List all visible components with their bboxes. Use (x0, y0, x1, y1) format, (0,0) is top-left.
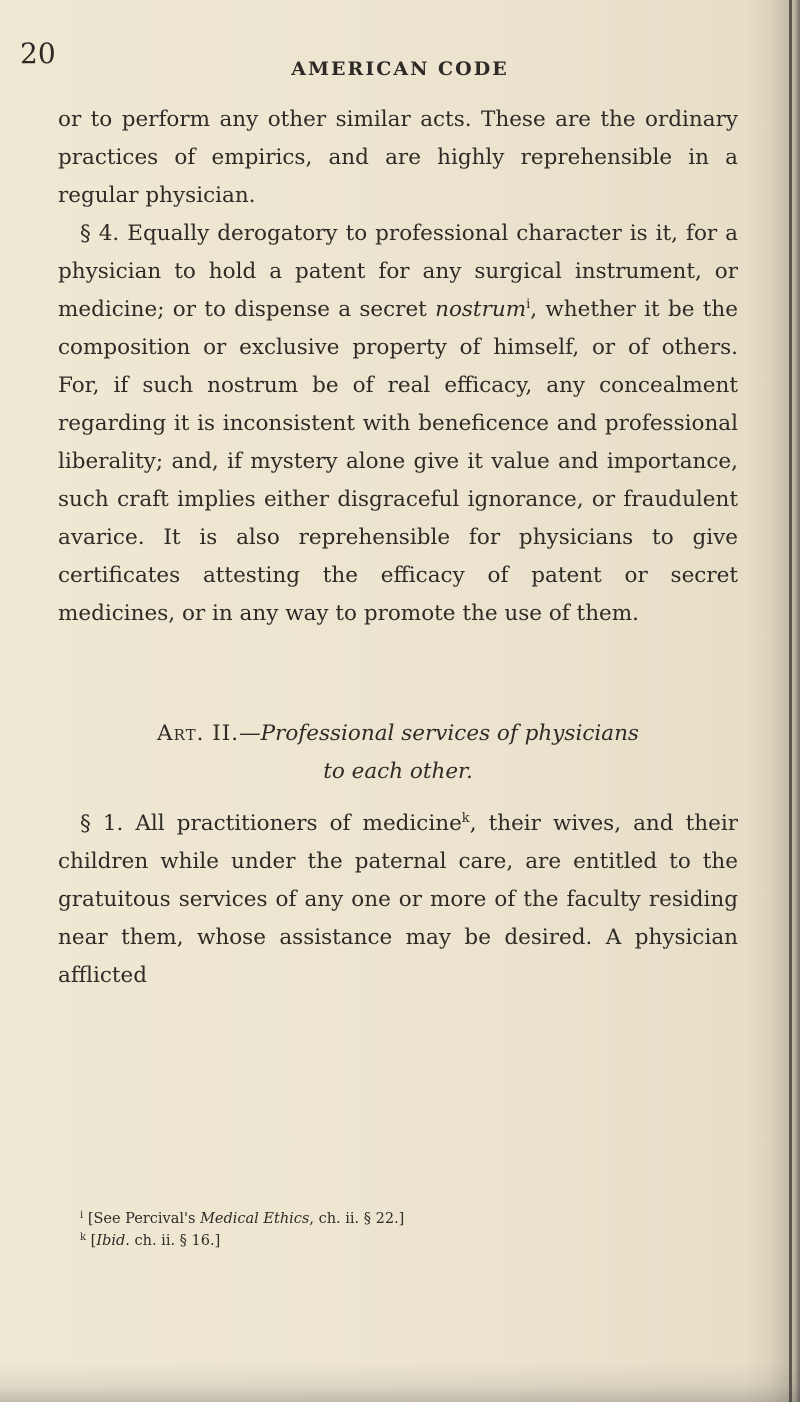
body-text (58, 101, 738, 995)
paragraph-section-1-lead: § 1. All practitioners of medicine (80, 811, 462, 836)
footnote-ref-i: i (526, 297, 531, 312)
page-bottom-shadow (0, 1362, 800, 1402)
paragraph-section-4-lead: § 4. Equally derogatory to professional character is it, for a physician to hold a patent for any surgical instrument, or medicine; or to dispense a secret (58, 221, 738, 322)
paragraph-section-4-tail: , whether it be the composition or exclusive property of himself, or of others. For, if such nostrum be of real efficacy, any concealment regarding it is inconsistent with beneficence and professional liberality; and, if mystery alone give it value and importance, such craft implies either disgraceful ignorance, or fraudulent avarice. It is also reprehensible for physicians to give certificates attesting the efficacy of patent or secret medicines, or in any way to promote the use of them. (58, 297, 738, 626)
nostrum-term: nostrum (435, 297, 527, 322)
article-heading (58, 715, 738, 791)
footnote-i (80, 1208, 720, 1230)
page-number: 20 (20, 37, 56, 70)
running-head: AMERICAN CODE (291, 58, 509, 80)
article-title-line-2: to each other. (323, 759, 473, 784)
footnote-text-post: ch. ii. § 16.] (129, 1233, 221, 1249)
paragraph-section-4 (58, 215, 738, 633)
footnote-k (80, 1230, 720, 1252)
footnote-text-pre: [See Percival's (87, 1211, 201, 1227)
footnote-italic: Medical Ethics (200, 1211, 310, 1227)
footnote-italic: Ibid. (96, 1233, 130, 1249)
paragraph-1: or to perform any other similar acts. These are the ordinary practices of empirics, and are highly reprehensible in a regular physician. (58, 107, 738, 208)
paragraph-section-1 (58, 805, 738, 995)
footnote-mark: i (80, 1210, 84, 1221)
footnotes (80, 1208, 720, 1252)
article-dash: — (239, 721, 261, 746)
footnote-text-post: , ch. ii. § 22.] (309, 1211, 405, 1227)
footnote-mark: k (80, 1232, 87, 1243)
article-label: Art. II. (157, 721, 240, 746)
footnote-text-pre: [ (90, 1233, 97, 1249)
page-edge-line (789, 0, 792, 1402)
article-heading-line-1 (58, 715, 738, 753)
article-title-line-1: Professional services of physicians (260, 721, 639, 746)
footnote-ref-k: k (461, 811, 470, 826)
paragraph-section-1-tail: , their wives, and their children while under the paternal care, are entitled to the gratuitous services of any one or more of the faculty residing near them, whose assistance may be desired. A physician afflicted (58, 811, 738, 988)
